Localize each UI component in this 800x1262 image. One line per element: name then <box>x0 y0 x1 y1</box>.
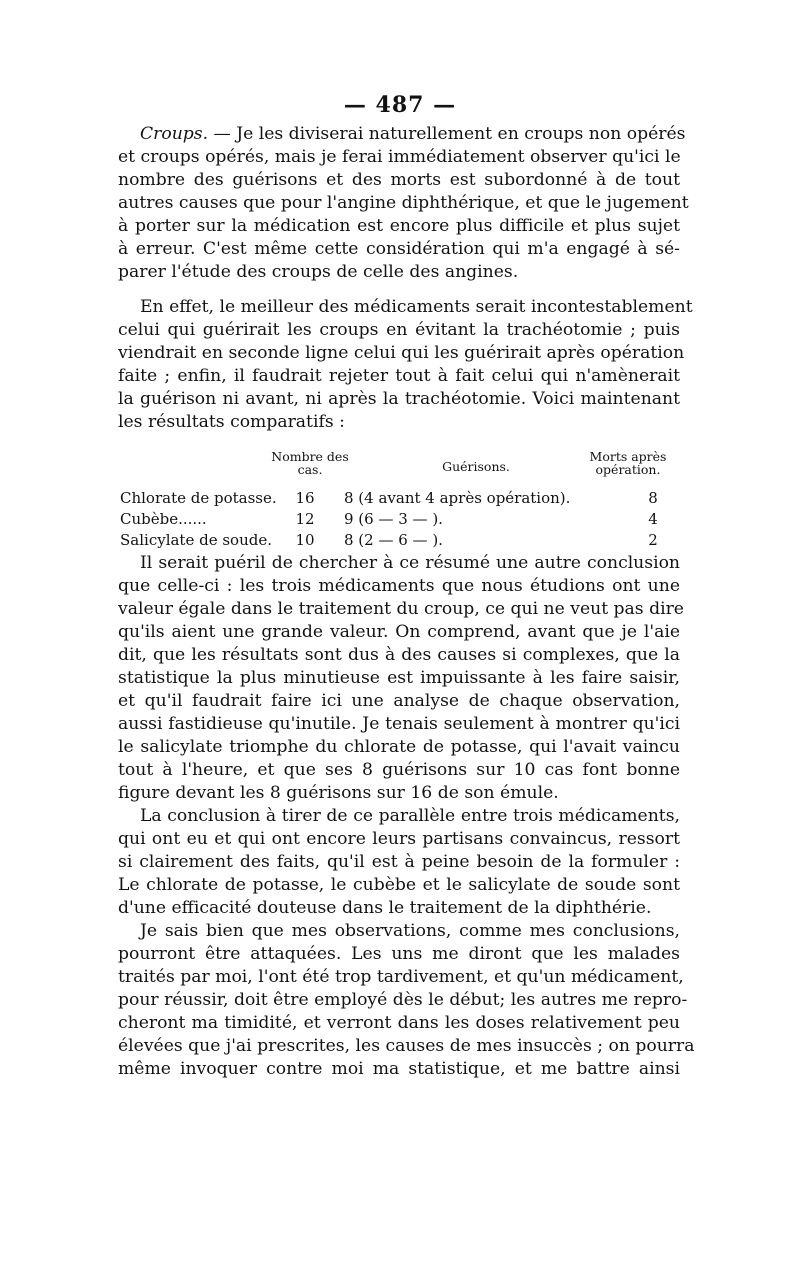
text-line: faite ; enfin, il faudrait rejeter tout à fait celui qui n'amènerait <box>118 366 680 386</box>
text-line: En effet, le meilleur des médicaments serait incontestablement <box>140 297 693 317</box>
row-deaths: 8 <box>648 489 658 507</box>
paragraph-comparison-intro <box>118 296 693 434</box>
results-table <box>118 448 680 551</box>
text-line: qu'ils aient une grande valeur. On comprend, avant que je l'aie <box>118 622 680 642</box>
table-row <box>118 530 680 551</box>
row-cures: 9 (6 — 3 — ). <box>344 510 443 528</box>
text-line: Je sais bien que mes observations, comme mes conclusions, <box>140 921 680 941</box>
text-line-content: — Je les diviserai naturellement en croups non opérés <box>213 124 686 144</box>
text-line: valeur égale dans le traitement du croup, ce qui ne veut pas dire <box>118 599 684 619</box>
text-line: le salicylate triomphe du chlorate de potasse, qui l'avait vaincu <box>118 737 680 757</box>
text-line: pour réussir, doit être employé dès le début; les autres me repro- <box>118 990 688 1010</box>
text-line: aussi fastidieuse qu'inutile. Je tenais seulement à montrer qu'ici <box>118 714 680 734</box>
header-cases: Nombre des cas. <box>271 449 349 477</box>
text-line: si clairement des faits, qu'il est à peine besoin de la formuler : <box>118 852 680 872</box>
text-line: même invoquer contre moi ma statistique, et me battre ainsi <box>118 1059 680 1079</box>
text-line: à porter sur la médication est encore plus difficile et plus sujet <box>118 216 680 236</box>
text-line: figure devant les 8 guérisons sur 16 de son émule. <box>118 783 559 803</box>
table-row <box>118 509 680 530</box>
page-number: — 487 — <box>343 92 457 118</box>
table-row <box>118 488 680 509</box>
text-line: cheront ma timidité, et verront dans les doses relativement peu <box>118 1013 680 1033</box>
text-line: d'une efficacité douteuse dans le traitement de la diphthérie. <box>118 898 652 918</box>
text-line: autres causes que pour l'angine diphthérique, et que le jugement <box>118 193 689 213</box>
row-medication: Cubèbe...... <box>120 510 207 528</box>
header-deaths: Morts après opération. <box>589 449 667 477</box>
text-line: statistique la plus minutieuse est impuissante à les faire saisir, <box>118 668 680 688</box>
text-line: qui ont eu et qui ont encore leurs partisans convaincus, ressort <box>118 829 680 849</box>
text-line: élevées que j'ai prescrites, les causes de mes insuccès ; on pourra <box>118 1036 695 1056</box>
text-line: Le chlorate de potasse, le cubèbe et le salicylate de soude sont <box>118 875 680 895</box>
text-line: la guérison ni avant, ni après la trachéotomie. Voici maintenant <box>118 389 680 409</box>
section-lead: Croups. <box>140 124 209 144</box>
text-line: à erreur. C'est même cette considération qui m'a engagé à sé- <box>118 239 680 259</box>
row-deaths: 4 <box>648 510 658 528</box>
text-line: que celle-ci : les trois médicaments que nous étudions ont une <box>118 576 680 596</box>
text-line <box>118 123 686 146</box>
text-line: celui qui guérirait les croups en évitant la trachéotomie ; puis <box>118 320 680 340</box>
text-line: traités par moi, l'ont été trop tardivement, et qu'un médicament, <box>118 967 684 987</box>
row-cases: 12 <box>295 510 315 528</box>
paragraph-croups-intro <box>118 123 689 284</box>
text-line: pourront être attaquées. Les uns me diront que les malades <box>118 944 680 964</box>
text-line: viendrait en seconde ligne celui qui les guérirait après opération <box>118 343 685 363</box>
text-line: et qu'il faudrait faire ici une analyse de chaque observation, <box>118 691 680 711</box>
paragraph-conclusions <box>118 552 695 1081</box>
table-header <box>118 448 680 488</box>
text-line: tout à l'heure, et que ses 8 guérisons sur 10 cas font bonne <box>118 760 680 780</box>
text-line: et croups opérés, mais je ferai immédiatement observer qu'ici le <box>118 147 681 167</box>
row-cases: 16 <box>295 489 315 507</box>
text-line: dit, que les résultats sont dus à des causes si complexes, que la <box>118 645 680 665</box>
row-cases: 10 <box>295 531 315 549</box>
text-line: les résultats comparatifs : <box>118 412 345 432</box>
text-line: La conclusion à tirer de ce parallèle entre trois médicaments, <box>140 806 680 826</box>
row-deaths: 2 <box>648 531 658 549</box>
row-medication: Salicylate de soude. <box>120 531 272 549</box>
row-medication: Chlorate de potasse. <box>120 489 277 507</box>
row-cures: 8 (2 — 6 — ). <box>344 531 443 549</box>
header-cures: Guérisons. <box>442 459 510 474</box>
row-cures: 8 (4 avant 4 après opération). <box>344 489 571 507</box>
text-line: Il serait puéril de chercher à ce résumé une autre conclusion <box>140 553 680 573</box>
text-line: nombre des guérisons et des morts est subordonné à de tout <box>118 170 680 190</box>
text-line: parer l'étude des croups de celle des angines. <box>118 262 519 282</box>
